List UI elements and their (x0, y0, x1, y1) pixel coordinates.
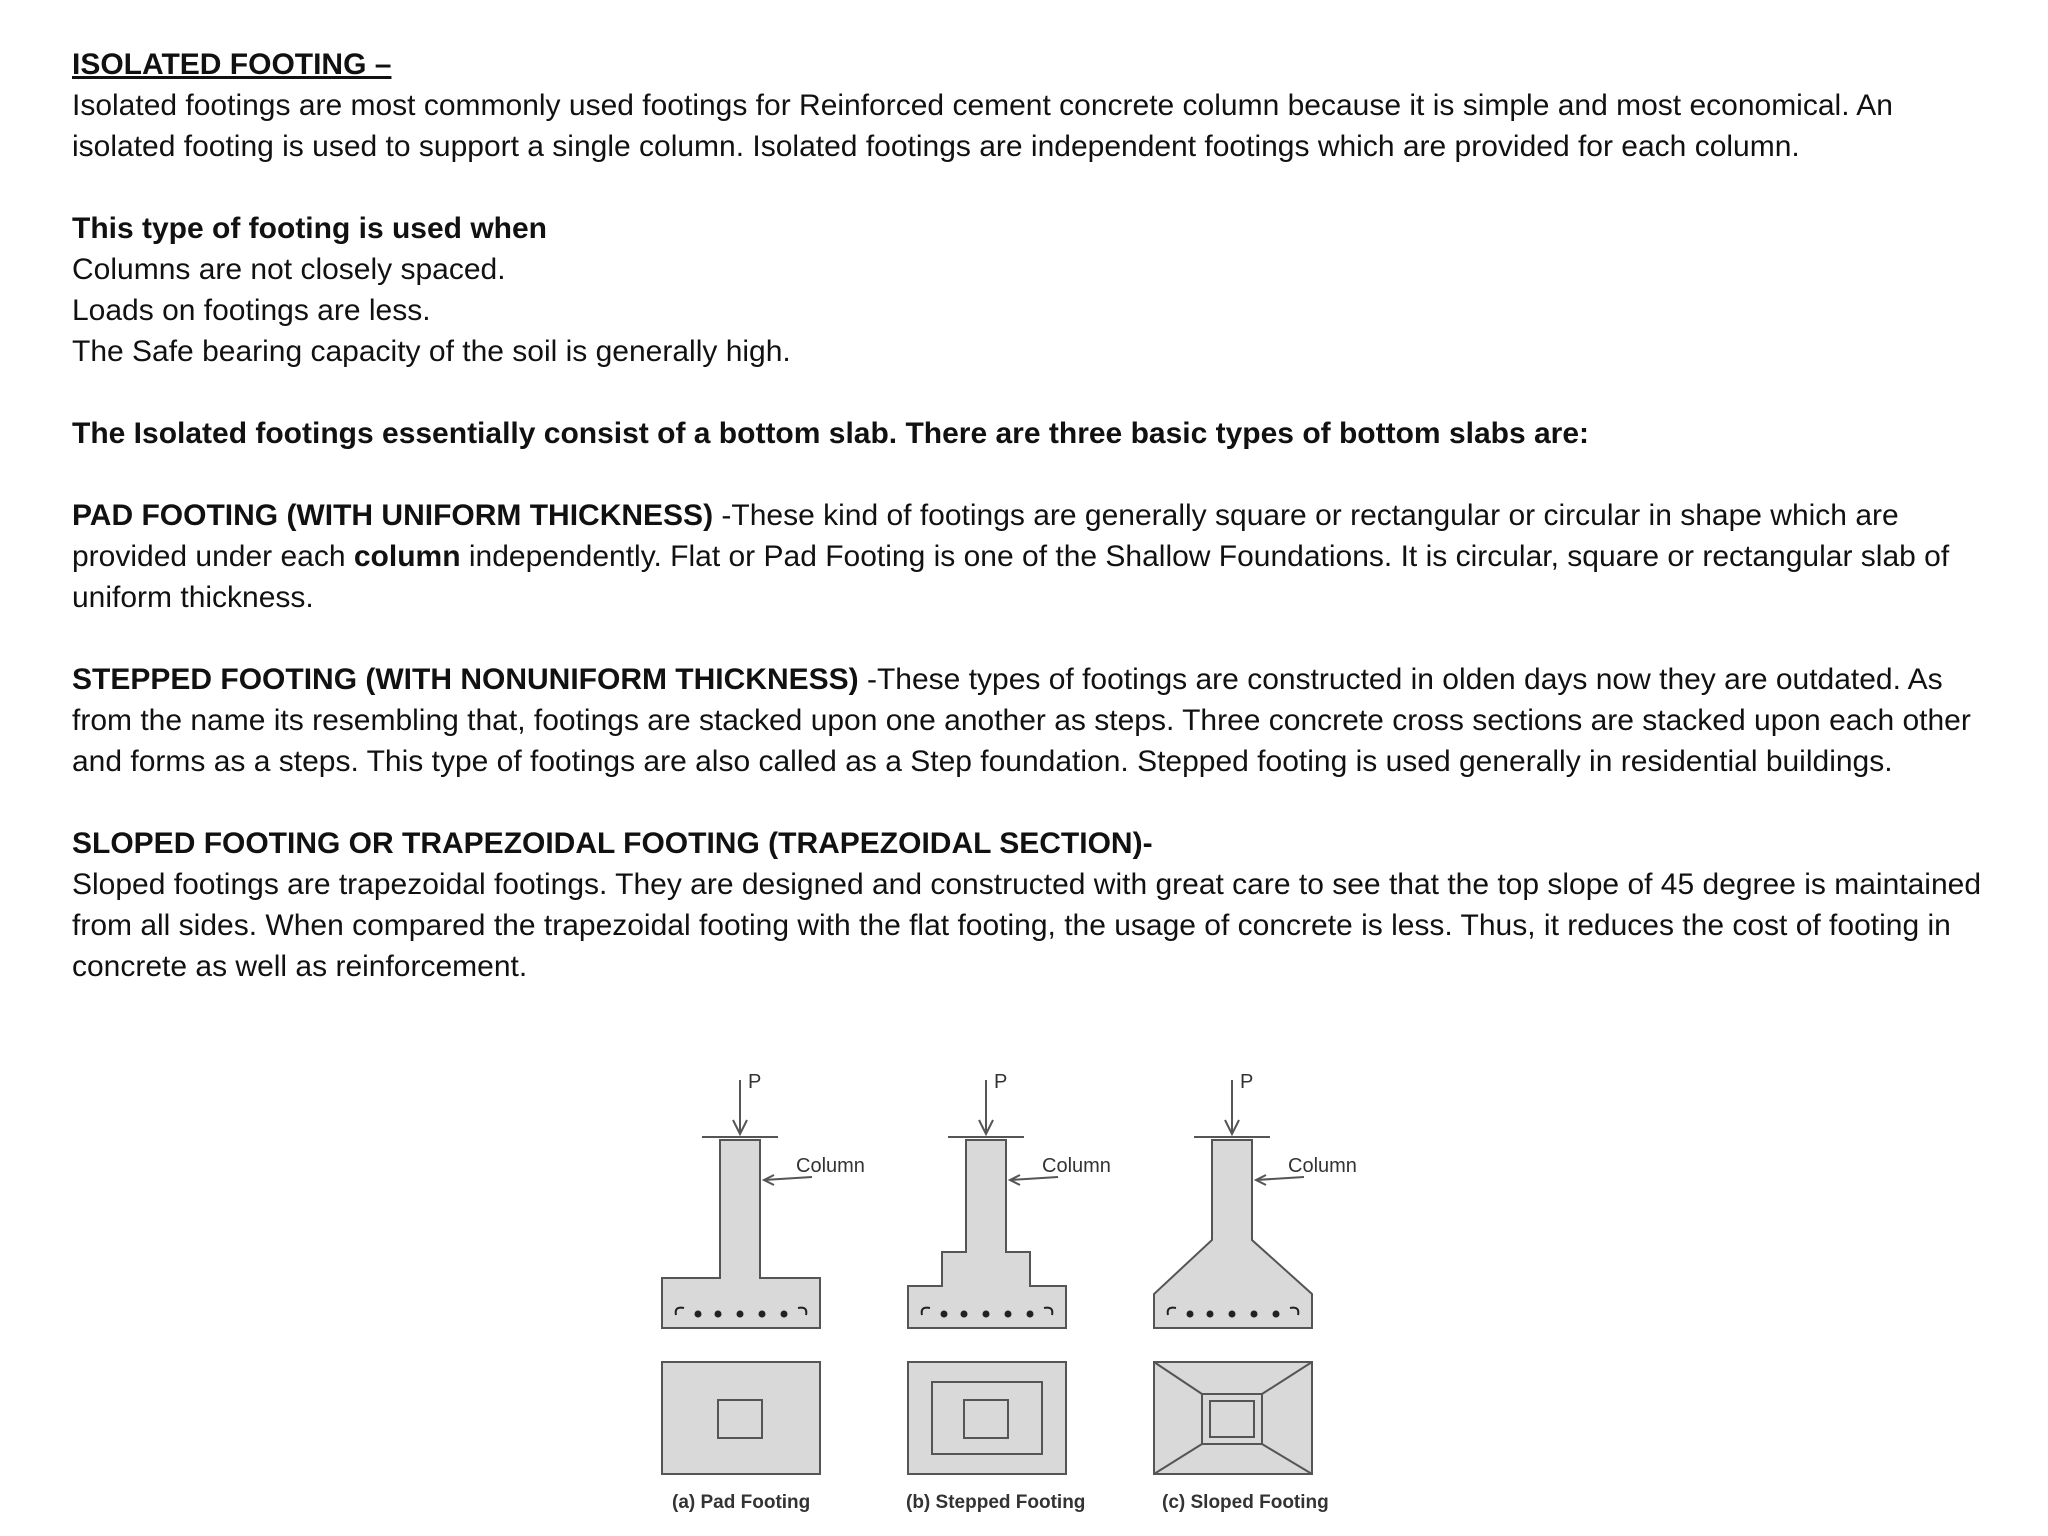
load-label: P (748, 1071, 762, 1093)
stepped-footing-paragraph (72, 659, 2002, 782)
used-when-item: Loads on footings are less. (72, 294, 431, 327)
sloped-footing-text: Sloped footings are trapezoidal footings. They are designed and constructed with great care to see that the top slope of 45 degree is maintained from all sides. When compared the trapezoidal footing with the flat footing, the usage of concrete is less. Thus, it reduces the cost of footing in concrete as well as reinforcement. (72, 868, 1982, 983)
document-body (72, 44, 2002, 987)
stepped-footing-text: -These types of footings are constructed in olden days now they are outdated. As from the name its resembling that, footings are stacked upon one another as steps. Three concrete cross sections are stacked upon each other and forms as a steps. This type of footings are also called as a Step foundation. Stepped footing is used generally in residential buildings. (72, 663, 1971, 778)
stepped-footing-caption: (b) Stepped Footing (906, 1492, 1086, 1513)
used-when-heading: This type of footing is used when (72, 212, 548, 245)
pad-footing-title: PAD FOOTING (WITH UNIFORM THICKNESS) (72, 499, 714, 532)
pad-footing-diagram (662, 1071, 865, 1513)
pad-footing-bold-word: column (353, 540, 461, 573)
pad-footing-text-b: independently. Flat or Pad Footing is one of the Shallow Foundations. It is circular, square or rectangular slab of uniform thickness. (72, 540, 1950, 614)
column-label: Column (1042, 1155, 1111, 1177)
sloped-footing-diagram (1154, 1071, 1357, 1513)
load-label: P (994, 1071, 1008, 1093)
load-label: P (1240, 1071, 1254, 1093)
used-when-item: The Safe bearing capacity of the soil is generally high. (72, 335, 791, 368)
intro-paragraph: Isolated footings are most commonly used footings for Reinforced cement concrete column because it is simple and most economical. An isolated footing is used to support a single column. Isolated footings are independent footings which are provided for each column. (72, 89, 1893, 163)
sloped-footing-title: SLOPED FOOTING OR TRAPEZOIDAL FOOTING (TRAPEZOIDAL SECTION)- (72, 827, 1153, 860)
used-when-item: Columns are not closely spaced. (72, 253, 506, 286)
column-label: Column (1288, 1155, 1357, 1177)
slab-types-heading: The Isolated footings essentially consist of a bottom slab. There are three basic types of bottom slabs are: (72, 417, 1590, 450)
stepped-footing-diagram (906, 1071, 1111, 1513)
stepped-footing-title: STEPPED FOOTING (WITH NONUNIFORM THICKNESS) (72, 663, 859, 696)
footing-types-figure (640, 1060, 1380, 1520)
pad-footing-caption: (a) Pad Footing (672, 1492, 811, 1513)
sloped-footing-caption: (c) Sloped Footing (1162, 1492, 1329, 1513)
pad-footing-paragraph (72, 495, 2002, 618)
pad-footing-text-a: -These kind of footings are generally square or rectangular or circular in shape which are provided under each (72, 499, 1899, 573)
column-label: Column (796, 1155, 865, 1177)
page-title: ISOLATED FOOTING – (72, 48, 392, 81)
